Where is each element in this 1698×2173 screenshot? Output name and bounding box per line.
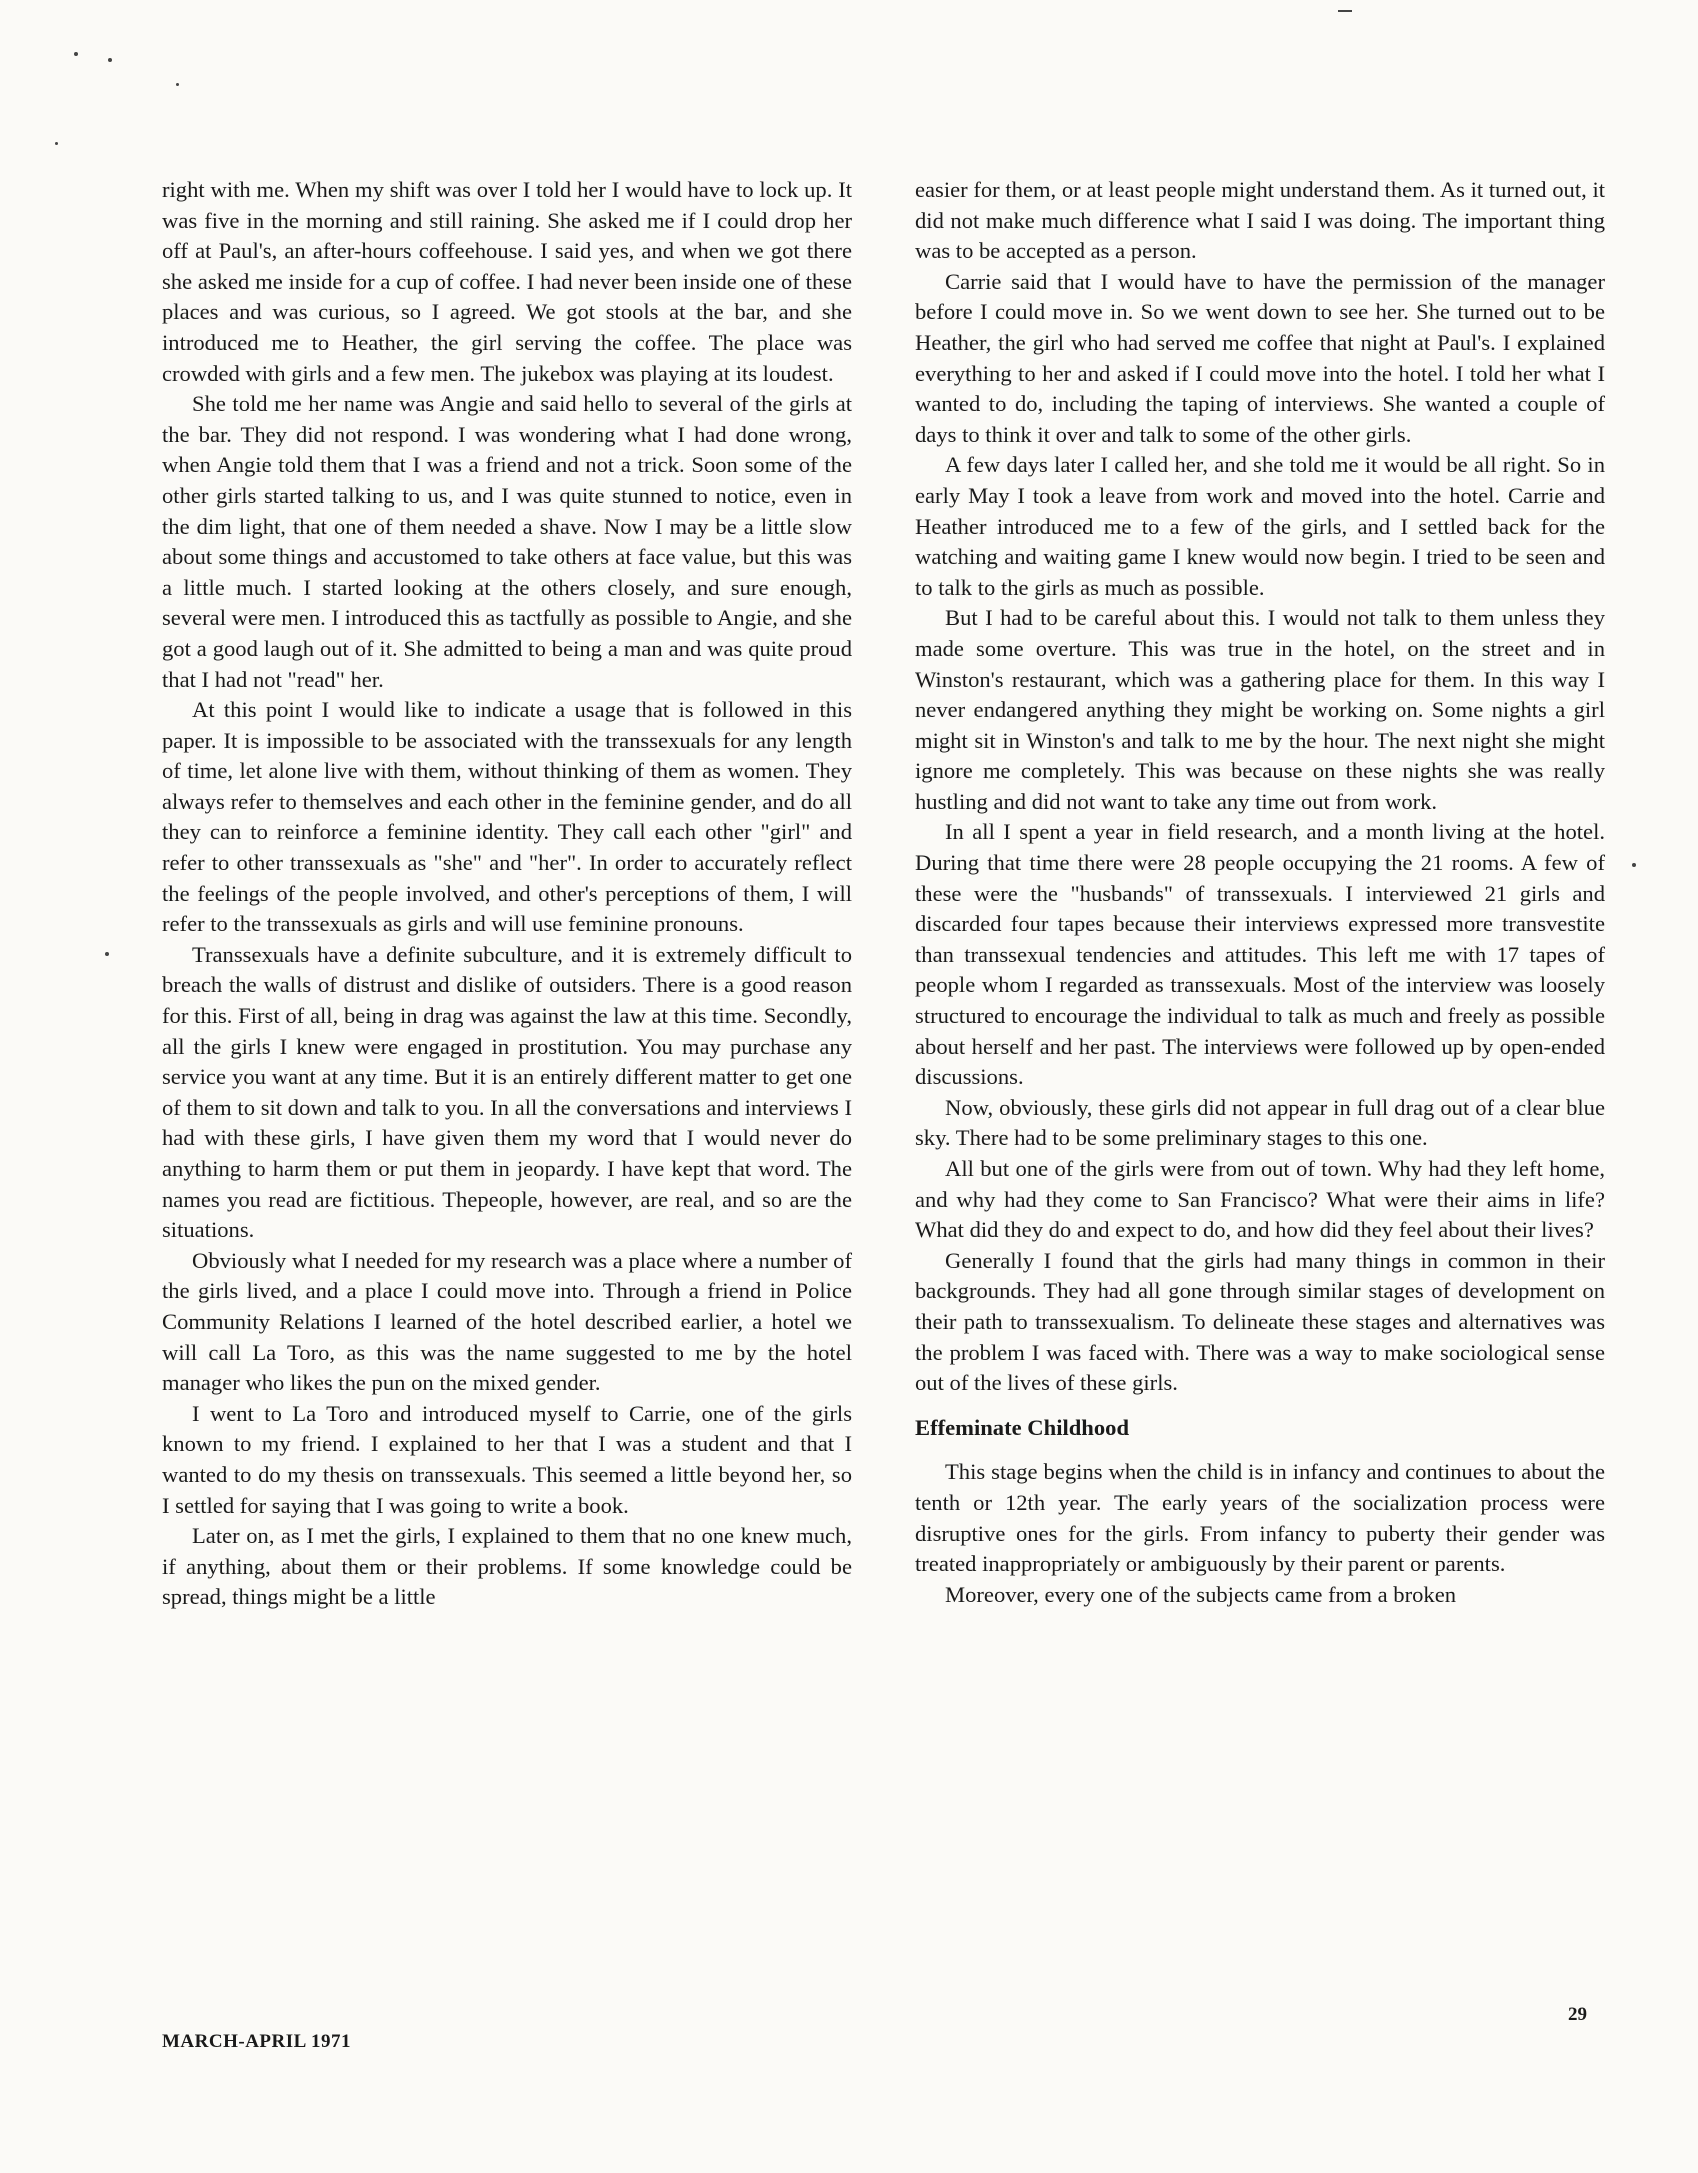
paragraph: right with me. When my shift was over I told her I would have to lock up. It was five in the morning and still raining. She asked me if I could drop her off at Paul's, an after-hours coffeehouse. I said yes, and when we got there she asked me inside for a cup of coffee. I had never been inside one of these places and was curious, so I agreed. We got stools at the bar, and she introduced me to Heather, the girl serving the coffee. The place was crowded with girls and a few men. The jukebox was playing at its loudest. [162,177,852,386]
paragraph: Moreover, every one of the subjects came from a broken [945,1581,1457,1607]
scan-speck [74,52,78,56]
section-heading: Effeminate Childhood [915,1414,1130,1440]
paragraph: Obviously what I needed for my research was a place where a number of the girls lived, and a place I could move into. Through a friend in Police Community Relations I learned of the hotel described earlier, a hotel we will call La Toro, as this was the name suggested to me by the hotel manager who likes the pun on the mixed gender. [162,1247,852,1396]
paragraph: I went to La Toro and introduced myself to Carrie, one of the girls known to my friend. I explained to her that I was a student and that I wanted to do my thesis on transsexuals. This seemed a little beyond her, so I settled for saying that I was going to write a book. [162,1400,852,1518]
paragraph: easier for them, or at least people might understand them. As it turned out, it did not make much difference what I said I was doing. The important thing was to be accepted as a person. [915,177,1605,264]
scan-speck [108,58,112,62]
paragraph: Carrie said that I would have to have the permission of the manager before I could move in. So we went down to see her. She turned out to be Heather, the girl who had served me coffee that night at Paul's. I explained everything to her and asked if I could move into the hotel. I told her what I wanted to do, including the taping of interviews. She wanted a couple of days to think it over and talk to some of the other girls. [915,268,1605,447]
paragraph: Transsexuals have a definite subculture, and it is extremely difficult to breach the walls of distrust and dislike of outsiders. There is a good reason for this. First of all, being in drag was against the law at this time. Secondly, all the girls I knew were engaged in prostitution. You may purchase any service you want at any time. But it is an entirely different matter to get one of them to sit down and talk to you. In all the conversations and interviews I had with these girls, I have given them my word that I would never do anything to harm them or put them in jeopardy. I have kept that word. The names you read are fictitious. Thepeople, however, are real, and so are the situations. [162,941,852,1243]
scan-speck [176,83,179,86]
paragraph: Later on, as I met the girls, I explained to them that no one knew much, if anything, about them or their problems. If some knowledge could be spread, things might be a little [162,1523,852,1610]
paragraph: Now, obviously, these girls did not appear in full drag out of a clear blue sky. There had to be some preliminary stages to this one. [915,1094,1605,1151]
scan-speck [55,142,58,145]
paragraph: She told me her name was Angie and said hello to several of the girls at the bar. They did not respond. I was wondering what I had done wrong, when Angie told them that I was a friend and not a trick. Soon some of the other girls started talking to us, and I was quite stunned to notice, even in the dim light, that one of them needed a shave. Now I may be a little slow about some things and accustomed to take others at face value, but this was a little much. I started looking at the others closely, and sure enough, several were men. I introduced this as tactfully as possible to Angie, and she got a good laugh out of it. She admitted to being a man and was quite proud that I had not "read" her. [162,391,852,692]
scan-speck [1632,863,1636,867]
paragraph: All but one of the girls were from out of town. Why had they left home, and why had they come to San Francisco? What were their aims in life? What did they do and expect to do, and how did they feel about their lives? [915,1156,1605,1243]
paragraph: In all I spent a year in field research, and a month living at the hotel. During that time there were 28 people occupying the 21 rooms. A few of these were the "husbands" of transsexuals. I interviewed 21 girls and discarded four tapes because their interviews expressed more transvestite than transsexual tendencies and attitudes. This left me with 17 tapes of people whom I regarded as transsexuals. Most of the interview was loosely structured to encourage the individual to talk as much and freely as possible about herself and her past. The interviews were followed up by open-ended discussions. [915,819,1605,1090]
issue-date: MARCH-APRIL 1971 [162,2031,352,2052]
paragraph: This stage begins when the child is in infancy and continues to about the tenth or 12th year. The early years of the socialization process were disruptive ones for the girls. From infancy to puberty their gender was treated inappropriately or ambiguously by their parent or parents. [915,1459,1605,1577]
scan-speck [1338,10,1352,12]
paragraph: But I had to be careful about this. I would not talk to them unless they made some overture. This was true in the hotel, on the street and in Winston's restaurant, which was a gathering place for them. In this way I never endangered anything they might be working on. Some nights a girl might sit in Winston's and talk to me by the hour. The next night she might ignore me completely. This was because on these nights she was really hustling and did not want to take any time out from work. [915,605,1605,814]
page-number: 29 [1568,2004,1587,2025]
paragraph: A few days later I called her, and she told me it would be all right. So in early May I took a leave from work and moved into the hotel. Carrie and Heather introduced me to a few of the girls, and I settled back for the watching and waiting game I knew would now begin. I tried to be seen and to talk to the girls as much as possible. [915,452,1605,600]
right-column [915,175,1605,1610]
paragraph: At this point I would like to indicate a usage that is followed in this paper. It is impossible to be associated with the transsexuals for any length of time, let alone live with them, without thinking of them as women. They always refer to themselves and each other in the feminine gender, and do all they can to reinforce a feminine identity. They call each other "girl" and refer to other transsexuals as "she" and "her". In order to accurately reflect the feelings of the people involved, and other's perceptions of them, I will refer to the transsexuals as girls and will use feminine pronouns. [162,697,852,937]
left-column [162,175,852,1613]
paragraph: Generally I found that the girls had many things in common in their backgrounds. They had all gone through similar stages of development on their path to transsexualism. To delineate these stages and alternatives was the problem I was faced with. There was a way to make sociological sense out of the lives of these girls. [915,1247,1605,1396]
scan-speck [105,952,109,956]
